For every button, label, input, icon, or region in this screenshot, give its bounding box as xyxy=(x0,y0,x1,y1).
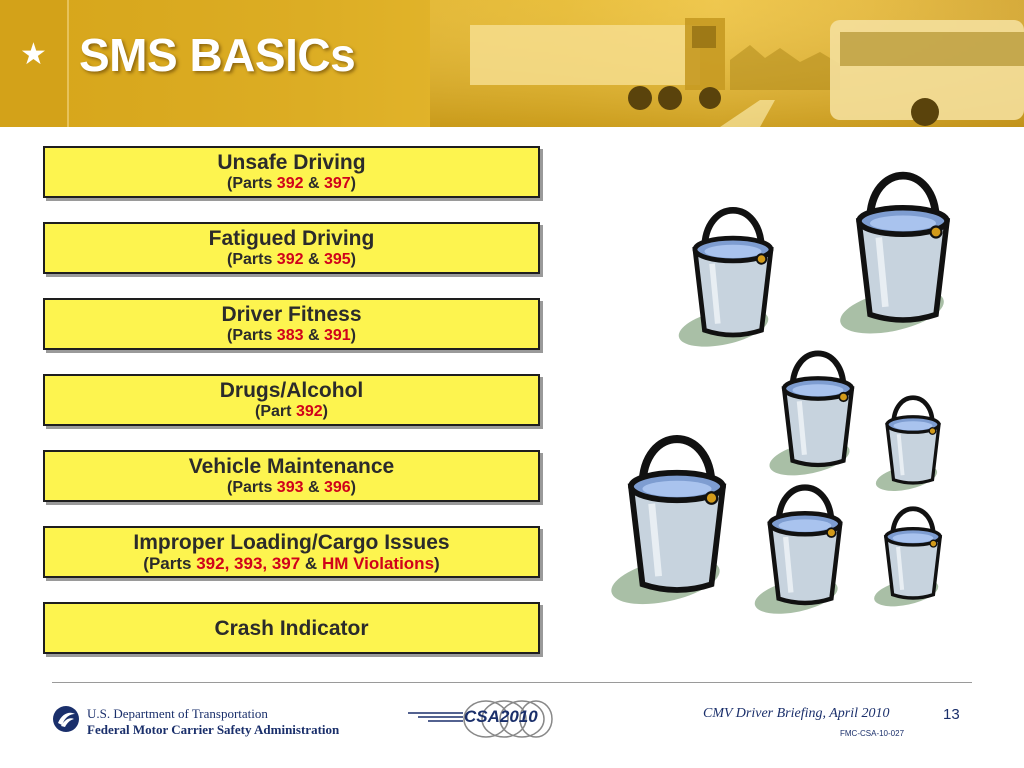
basic-driver-fitness xyxy=(43,298,540,350)
basic-title: Drugs/Alcohol xyxy=(219,379,364,402)
basic-improper-loading xyxy=(43,526,540,578)
basic-drugs-alcohol xyxy=(43,374,540,426)
basic-parts: (Parts 392, 393, 397 & HM Violations) xyxy=(143,554,440,573)
basic-parts: (Parts 383 & 391) xyxy=(227,327,356,344)
basic-fatigued-driving xyxy=(43,222,540,274)
basic-title: Improper Loading/Cargo Issues xyxy=(133,531,450,554)
csa-logo-text: CSA2010 xyxy=(464,707,538,726)
basic-title: Vehicle Maintenance xyxy=(188,455,395,478)
basic-crash-indicator xyxy=(43,602,540,654)
basic-parts: (Parts 393 & 396) xyxy=(227,479,356,496)
document-code: FMC-CSA-10-027 xyxy=(840,729,905,738)
bucket-icon xyxy=(872,509,941,612)
briefing-label: CMV Driver Briefing, April 2010 xyxy=(703,706,890,721)
bucket-icon xyxy=(874,398,940,496)
basic-parts: (Parts 392 & 395) xyxy=(227,251,356,268)
basic-title: Driver Fitness xyxy=(221,303,362,326)
page-number: 13 xyxy=(943,706,960,723)
trucks-photo xyxy=(430,0,1024,127)
basic-title: Unsafe Driving xyxy=(217,151,366,174)
agency-name: Federal Motor Carrier Safety Administration xyxy=(87,722,340,737)
basic-unsafe-driving xyxy=(43,146,540,198)
basic-title: Crash Indicator xyxy=(214,617,369,640)
dot-logo-icon xyxy=(52,705,80,733)
basic-parts: (Parts 392 & 397) xyxy=(227,175,356,192)
header-banner xyxy=(0,0,1024,127)
department-name: U.S. Department of Transportation xyxy=(87,706,268,721)
basic-title: Fatigued Driving xyxy=(208,227,375,250)
bucket-icon xyxy=(836,176,948,342)
bucket-icon xyxy=(766,353,852,481)
page-title: SMS BASICs xyxy=(79,29,356,81)
bucket-icon xyxy=(752,488,841,621)
footer-divider xyxy=(52,682,972,683)
star-icon: ★ xyxy=(20,37,47,72)
star-badge xyxy=(0,0,69,127)
bucket-icon xyxy=(607,439,724,612)
basic-vehicle-maintenance xyxy=(43,450,540,502)
basic-parts: (Part 392) xyxy=(255,403,328,420)
bucket-icon xyxy=(675,210,771,353)
csa2010-logo xyxy=(408,693,558,743)
buckets-illustration xyxy=(590,150,990,620)
